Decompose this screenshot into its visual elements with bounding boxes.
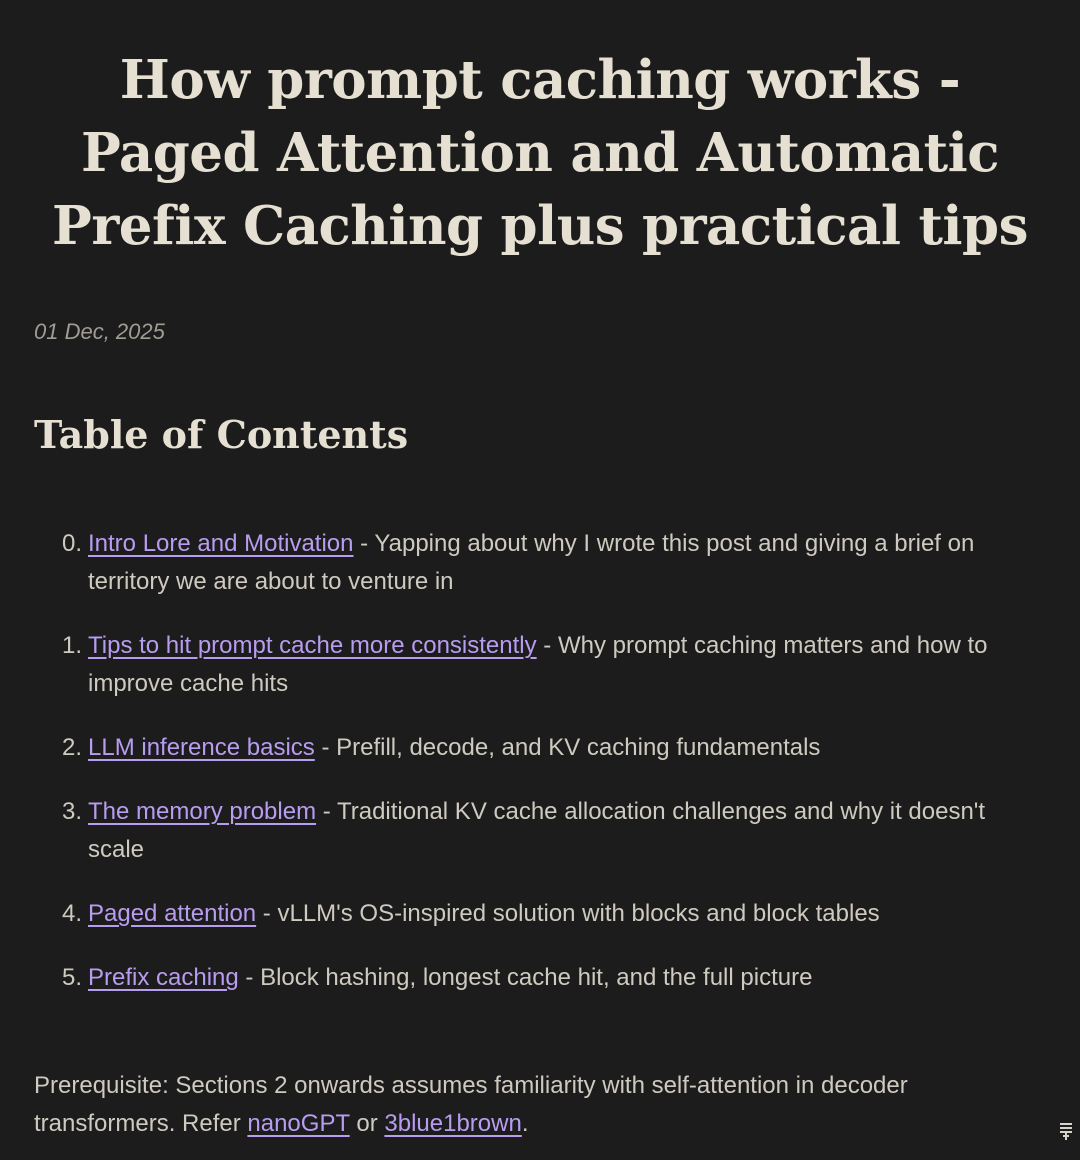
post-title: How prompt caching works - Paged Attention and Automatic Prefix Caching plus practical tips	[52, 49, 1028, 257]
toc-item-number: 5.	[61, 964, 82, 991]
prerequisite-or: or	[349, 1110, 385, 1137]
toc-item	[34, 525, 1046, 601]
toc-link-tips[interactable]: Tips to hit prompt cache more consistently	[88, 632, 537, 659]
toc-heading: Table of Contents	[34, 412, 409, 457]
toc-item-number: 3.	[61, 798, 82, 825]
toc-item-description: - Block hashing, longest cache hit, and the full picture	[238, 964, 813, 991]
nanogpt-link[interactable]: nanoGPT	[247, 1110, 350, 1137]
toc-link-prefix-caching[interactable]: Prefix caching	[88, 964, 239, 991]
prerequisite-period: .	[521, 1110, 529, 1137]
toc-link-paged-attention[interactable]: Paged attention	[88, 900, 257, 927]
prerequisite-text: Prerequisite: Sections 2 onwards assumes familiarity with self-attention in decoder transformers. Refer	[34, 1072, 908, 1137]
blog-post	[34, 44, 1046, 1143]
prerequisite-note	[34, 1067, 1046, 1143]
toc-list	[34, 525, 1046, 997]
toc-item	[34, 627, 1046, 703]
toc-item-description: - Prefill, decode, and KV caching fundamentals	[314, 734, 821, 761]
toc-item	[34, 729, 1046, 767]
toc-link-llm-inference[interactable]: LLM inference basics	[88, 734, 315, 761]
toc-item	[34, 959, 1046, 997]
toc-link-memory-problem[interactable]: The memory problem	[88, 798, 317, 825]
toc-item	[34, 895, 1046, 933]
toc-item	[34, 793, 1046, 869]
post-date: 01 Dec, 2025	[34, 319, 165, 344]
3blue1brown-link[interactable]: 3blue1brown	[384, 1110, 522, 1137]
toc-link-intro[interactable]: Intro Lore and Motivation	[88, 530, 354, 557]
toc-item-number: 4.	[61, 900, 82, 927]
toc-item-description: - Traditional KV cache allocation challenges and why it doesn't scale	[88, 798, 986, 863]
toc-item-description: - Why prompt caching matters and how to improve cache hits	[88, 632, 988, 697]
toc-item-number: 0.	[61, 530, 82, 557]
toc-item-number: 2.	[61, 734, 82, 761]
toc-item-description: - Yapping about why I wrote this post and giving a brief on territory we are about to venture in	[88, 530, 975, 595]
document-icon	[1058, 1122, 1074, 1142]
toc-item-number: 1.	[61, 632, 82, 659]
toc-item-description: - vLLM's OS-inspired solution with blocks and block tables	[256, 900, 880, 927]
